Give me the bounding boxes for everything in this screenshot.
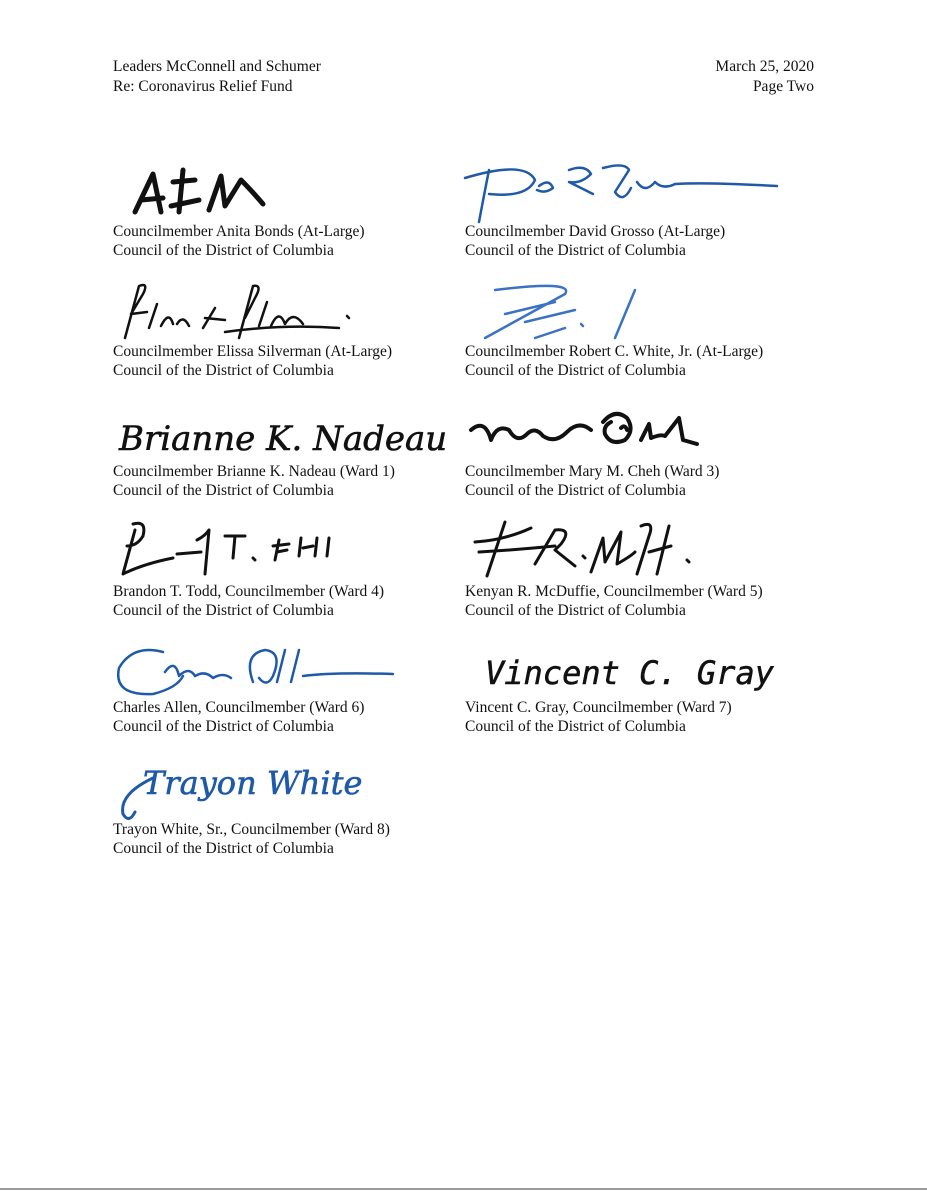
signature-block-white-sr — [113, 754, 473, 864]
signatory-title: Councilmember Elissa Silverman (At-Large) — [113, 343, 393, 360]
signature-grosso — [465, 160, 795, 230]
signatory-title: Brandon T. Todd, Councilmember (Ward 4) — [113, 583, 385, 600]
signature-block-bonds — [113, 160, 473, 270]
signatory-affiliation: Council of the District of Columbia — [113, 242, 334, 259]
signature-allen — [113, 636, 403, 706]
signature-block-todd — [113, 516, 473, 626]
signatory-title: Councilmember Mary M. Cheh (Ward 3) — [465, 463, 720, 480]
signatory-affiliation: Council of the District of Columbia — [113, 362, 334, 379]
signatory-affiliation: Council of the District of Columbia — [113, 718, 334, 735]
signature-white-sr-text: Trayon White — [143, 764, 363, 802]
signature-nadeau-text: Brianne K. Nadeau — [119, 419, 448, 459]
letter-date: March 25, 2020 — [715, 58, 814, 75]
signature-block-mcduffie — [465, 516, 825, 626]
letter-header-right — [715, 57, 814, 97]
signatory-affiliation: Council of the District of Columbia — [113, 840, 334, 857]
signature-block-grosso — [465, 160, 825, 270]
page-bottom-edge — [0, 1188, 927, 1190]
signatory-title: Charles Allen, Councilmember (Ward 6) — [113, 699, 365, 716]
signatory-title: Trayon White, Sr., Councilmember (Ward 8) — [113, 821, 390, 838]
signatory-affiliation: Council of the District of Columbia — [465, 602, 686, 619]
signatory-title: Councilmember David Grosso (At-Large) — [465, 223, 726, 240]
signature-block-allen — [113, 636, 473, 746]
signatory-affiliation: Council of the District of Columbia — [113, 482, 334, 499]
signatory-affiliation: Council of the District of Columbia — [465, 718, 686, 735]
signatory-title: Vincent C. Gray, Councilmember (Ward 7) — [465, 699, 732, 716]
signature-nadeau — [113, 400, 448, 470]
signatory-affiliation: Council of the District of Columbia — [465, 482, 686, 499]
signature-block-white-jr — [465, 280, 825, 390]
signature-todd — [113, 516, 373, 586]
signature-bonds — [113, 160, 313, 230]
subject-line: Re: Coronavirus Relief Fund — [113, 78, 293, 95]
signature-mcduffie — [465, 516, 735, 586]
page-number: Page Two — [752, 78, 814, 95]
addressee-line: Leaders McConnell and Schumer — [113, 58, 321, 75]
letter-header-left — [113, 57, 321, 97]
signature-white-jr — [465, 280, 705, 350]
signatory-title: Councilmember Anita Bonds (At-Large) — [113, 223, 365, 240]
signature-block-cheh — [465, 400, 825, 510]
signatory-title: Councilmember Brianne K. Nadeau (Ward 1) — [113, 463, 395, 480]
signature-gray — [465, 636, 774, 706]
signatory-affiliation: Council of the District of Columbia — [465, 242, 686, 259]
signatory-affiliation: Council of the District of Columbia — [465, 362, 686, 379]
signatory-title: Councilmember Robert C. White, Jr. (At-Large) — [465, 343, 764, 360]
signatory-title: Kenyan R. McDuffie, Councilmember (Ward 5) — [465, 583, 763, 600]
signature-silverman — [113, 280, 373, 350]
signature-block-nadeau — [113, 400, 473, 510]
signature-block-gray — [465, 636, 825, 746]
signature-white-sr — [113, 754, 403, 824]
signatory-affiliation: Council of the District of Columbia — [113, 602, 334, 619]
signature-block-silverman — [113, 280, 473, 390]
signature-cheh — [465, 400, 735, 470]
signature-gray-text: Vincent C. Gray — [485, 654, 774, 692]
